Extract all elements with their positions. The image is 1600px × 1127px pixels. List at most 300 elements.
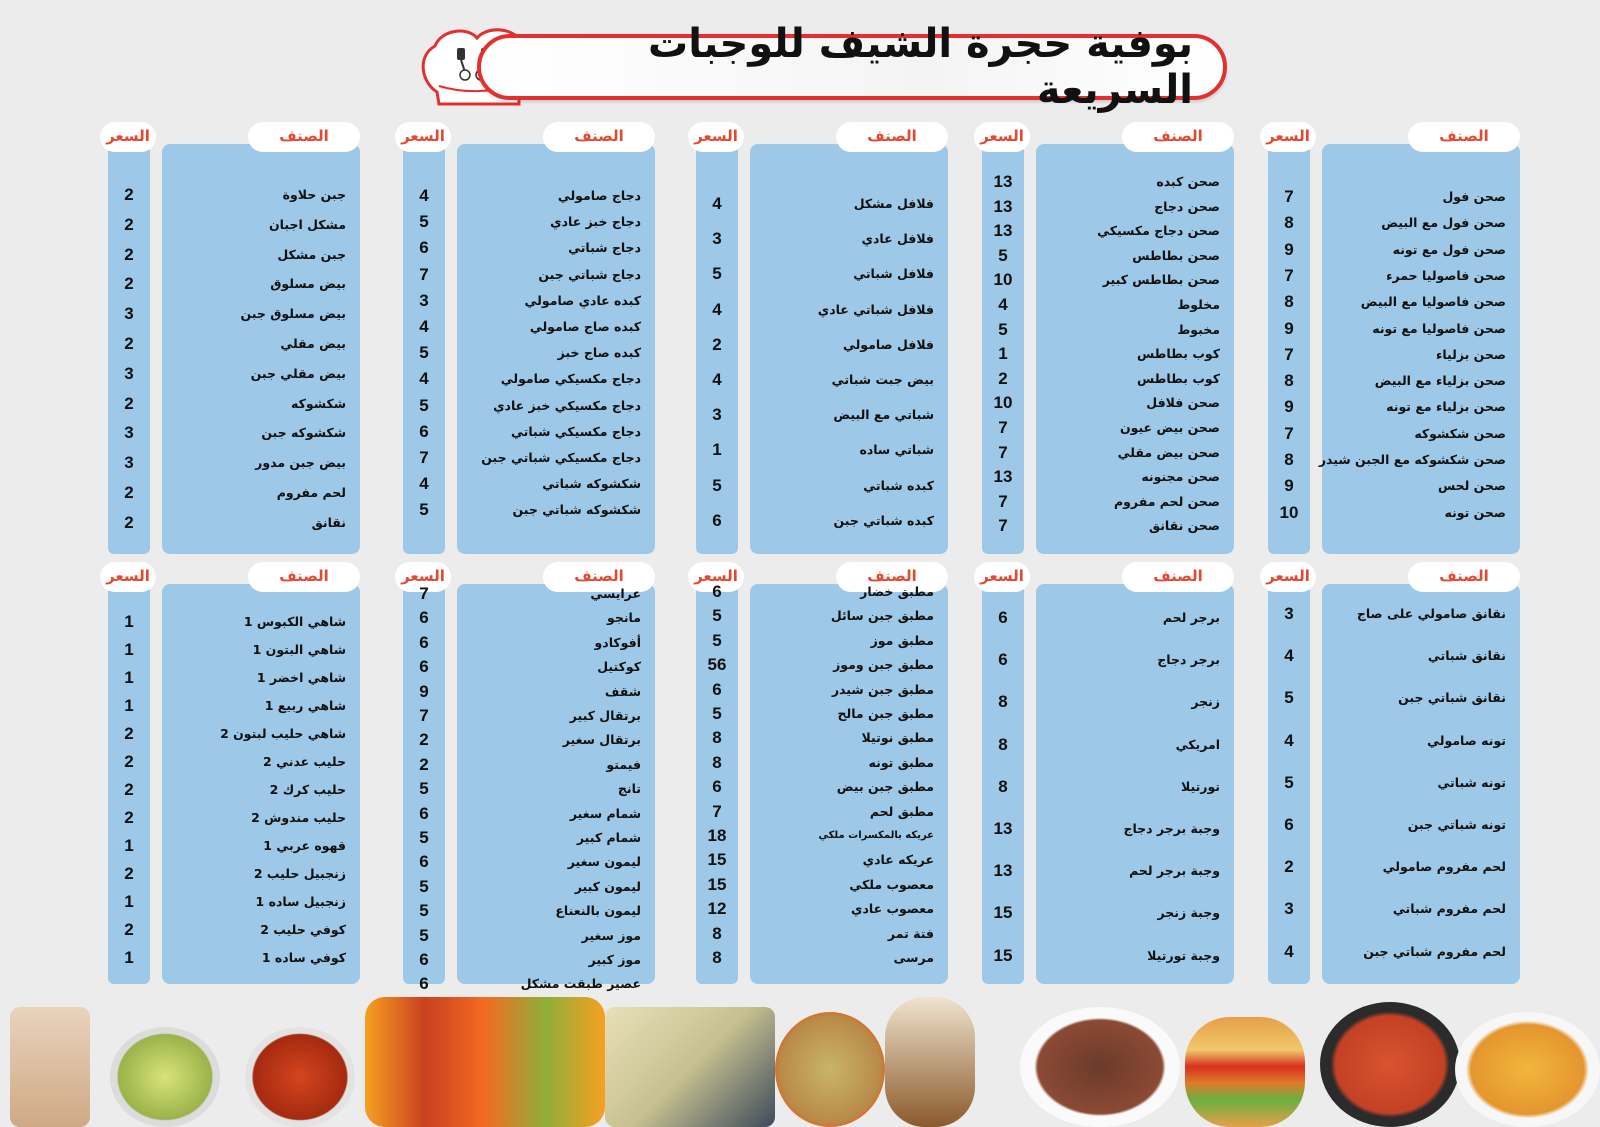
item-name: كبده صاج صامولي xyxy=(529,319,641,334)
item-name: مطبق جبن شيدر xyxy=(831,681,934,697)
menu-item-row xyxy=(108,512,360,534)
item-name: صحن بزلياء مع البيض xyxy=(1374,373,1506,389)
item-name: زنجبيل ساده 1 xyxy=(255,894,346,909)
item-name: مطبق لحم xyxy=(869,803,934,819)
item-header-label: الصنف xyxy=(836,562,948,592)
menu-item-row xyxy=(696,898,948,920)
item-name: وجبة تورتيلا xyxy=(1147,947,1220,963)
menu-item-row xyxy=(696,510,948,532)
item-name: نقانق شباتي جبن xyxy=(1398,690,1506,706)
menu-item-row xyxy=(982,691,1234,713)
item-price: 4 xyxy=(419,369,429,389)
item-price: 13 xyxy=(993,467,1013,487)
menu-item-row xyxy=(108,667,360,689)
item-name: أفوكادو xyxy=(594,634,641,650)
menu-item-row xyxy=(1268,856,1520,878)
item-name: زنجر xyxy=(1191,694,1220,710)
item-price: 6 xyxy=(419,657,429,677)
menu-item-row xyxy=(403,447,655,469)
item-price: 5 xyxy=(419,779,429,799)
item-price: 6 xyxy=(419,238,429,258)
menu-item-row xyxy=(108,303,360,325)
item-name: زنجبيل حليب 2 xyxy=(253,866,346,881)
item-name: صحن فول xyxy=(1442,189,1506,204)
item-price: 1 xyxy=(124,696,134,715)
item-price: 1 xyxy=(124,948,134,967)
red-tea-cup-image xyxy=(245,1027,355,1127)
price-header-label: السعر xyxy=(974,562,1030,592)
item-name: شكشوكه شباتي جبن xyxy=(512,502,641,518)
menu-item-row xyxy=(696,654,948,676)
menu-item-row xyxy=(108,452,360,474)
item-name: نقانق شباتي xyxy=(1427,648,1506,664)
item-price: 5 xyxy=(1284,772,1294,792)
price-header-label: السعر xyxy=(100,122,156,152)
item-price: 6 xyxy=(419,608,429,628)
menu-item-row xyxy=(696,752,948,774)
menu-item-row xyxy=(108,333,360,355)
item-price: 3 xyxy=(124,363,134,383)
menu-item-row xyxy=(696,776,948,798)
item-price: 6 xyxy=(712,777,722,797)
menu-item-row xyxy=(982,776,1234,798)
menu-item-row xyxy=(982,607,1234,629)
menu-item-row xyxy=(1268,186,1520,208)
menu-section-bottom-4 xyxy=(395,562,670,994)
item-price: 5 xyxy=(419,500,429,520)
menu-item-row xyxy=(982,368,1234,390)
item-price: 13 xyxy=(993,172,1013,191)
item-price: 7 xyxy=(998,418,1008,437)
item-name: تونه شباتي xyxy=(1437,774,1506,790)
item-price: 9 xyxy=(1284,239,1294,259)
item-price: 7 xyxy=(998,516,1008,536)
item-name: صحن فول مع تونه xyxy=(1392,241,1506,257)
item-price: 8 xyxy=(712,923,722,943)
price-header-label: السعر xyxy=(395,122,451,152)
menu-item-row xyxy=(696,581,948,603)
item-name: مانجو xyxy=(607,610,641,626)
menu-item-row xyxy=(403,211,655,233)
item-header-label: الصنف xyxy=(543,562,655,592)
item-name: صحن لحم مفروم xyxy=(1114,493,1220,509)
menu-item-row xyxy=(982,860,1234,882)
item-name: دجاج شباتي جبن xyxy=(538,266,641,282)
menu-item-row xyxy=(982,220,1234,242)
menu-item-row xyxy=(403,827,655,849)
menu-item-row xyxy=(982,269,1234,291)
menu-item-row xyxy=(403,264,655,286)
menu-item-row xyxy=(403,290,655,312)
menu-item-row xyxy=(403,949,655,971)
menu-item-row xyxy=(696,825,948,847)
menu-item-row xyxy=(403,729,655,751)
item-name: عصير طبقت مشكل xyxy=(520,976,641,992)
item-price: 2 xyxy=(124,483,134,502)
price-header-label: السعر xyxy=(688,122,744,152)
menu-item-row xyxy=(696,630,948,652)
item-price: 8 xyxy=(998,734,1008,754)
menu-item-row xyxy=(108,184,360,206)
item-name: برجر دجاج xyxy=(1157,652,1220,668)
item-name: شكشوكه xyxy=(291,395,346,411)
price-header-label: السعر xyxy=(100,562,156,592)
item-price: 5 xyxy=(419,828,429,847)
item-price: 5 xyxy=(1284,688,1294,708)
menu-item-row xyxy=(982,171,1234,193)
menu-item-row xyxy=(403,632,655,654)
item-header-label: الصنف xyxy=(1408,122,1520,152)
item-price: 3 xyxy=(712,229,722,249)
menu-item-row xyxy=(982,945,1234,967)
menu-item-row xyxy=(108,835,360,857)
item-price: 2 xyxy=(124,214,134,234)
item-price: 15 xyxy=(707,874,727,894)
item-name: فلافل شباتي عادي xyxy=(817,301,934,317)
menu-item-row xyxy=(108,919,360,941)
item-name: صحن بطاطس xyxy=(1132,247,1220,263)
item-header-label: الصنف xyxy=(248,562,360,592)
menu-item-row xyxy=(108,273,360,295)
menu-item-row xyxy=(696,299,948,321)
item-name: كوفي حليب 2 xyxy=(260,922,346,937)
menu-section-top-1 xyxy=(1260,122,1535,552)
item-name: كبده شباتي جبن xyxy=(833,512,934,528)
item-price: 7 xyxy=(712,801,722,821)
item-price: 2 xyxy=(124,724,134,743)
menu-item-row xyxy=(403,499,655,521)
grain-bowl-image xyxy=(775,1012,885,1127)
item-header-label: الصنف xyxy=(248,122,360,152)
item-name: شمام كبير xyxy=(576,830,641,845)
item-name: قهوه عربي 1 xyxy=(263,838,346,853)
item-name: صحن مجنونه xyxy=(1141,469,1220,485)
item-name: شاهي حليب لبتون 2 xyxy=(220,726,346,741)
menu-item-row xyxy=(982,818,1234,840)
meat-plate-image xyxy=(1020,1007,1180,1127)
menu-item-row xyxy=(403,681,655,703)
item-name: وجبة برجر دجاج xyxy=(1123,821,1220,836)
item-name: بيض مسلوق xyxy=(270,276,346,292)
item-name: لحم مفروم صامولي xyxy=(1382,859,1506,875)
item-price: 5 xyxy=(419,901,429,921)
item-price: 2 xyxy=(124,864,134,883)
shakshuka-pan-image xyxy=(1320,1002,1460,1127)
item-name: نقانق xyxy=(311,514,346,530)
item-price: 6 xyxy=(712,582,722,601)
item-name: شمام سغير xyxy=(569,805,641,821)
item-price: 5 xyxy=(419,925,429,945)
item-price: 2 xyxy=(419,754,429,774)
item-name: فلافل صامولي xyxy=(842,336,934,352)
item-price: 4 xyxy=(1284,941,1294,961)
menu-item-row xyxy=(108,779,360,801)
item-price: 15 xyxy=(993,945,1013,965)
item-price: 10 xyxy=(993,270,1013,290)
menu-item-row xyxy=(403,368,655,390)
item-price: 6 xyxy=(998,650,1008,670)
item-price: 6 xyxy=(712,510,722,530)
item-price: 5 xyxy=(712,264,722,284)
item-name: صحن فاصوليا مع تونه xyxy=(1372,320,1506,336)
item-name: مطبق جبن مالح xyxy=(837,706,934,721)
menu-item-row xyxy=(1268,265,1520,287)
page-title: بوفية حجرة الشيف للوجبات السريعة xyxy=(648,21,1193,113)
item-name: مطبق جبن سائل xyxy=(830,608,934,624)
menu-item-row xyxy=(982,442,1234,464)
menu-item-row xyxy=(696,679,948,701)
item-name: فلافل مشكل xyxy=(853,196,934,211)
menu-item-row xyxy=(108,639,360,661)
menu-item-row xyxy=(108,723,360,745)
item-name: كبده شباتي xyxy=(863,477,934,493)
menu-item-row xyxy=(403,656,655,678)
menu-item-row xyxy=(403,342,655,364)
item-name: شاهي ربيع 1 xyxy=(264,698,346,713)
item-price: 6 xyxy=(1284,815,1294,834)
menu-item-row xyxy=(403,900,655,922)
price-header-label: السعر xyxy=(395,562,451,592)
item-name: شكشوكه شباتي xyxy=(542,476,641,492)
item-price: 8 xyxy=(1284,213,1294,233)
menu-item-row xyxy=(108,947,360,969)
item-name: معصوب ملكي xyxy=(849,876,934,892)
item-price: 3 xyxy=(1284,604,1294,623)
item-price: 2 xyxy=(124,512,134,532)
item-name: تونه صامولي xyxy=(1427,732,1506,748)
menu-item-row xyxy=(982,734,1234,756)
item-price: 4 xyxy=(419,186,429,205)
item-price: 2 xyxy=(124,808,134,827)
menu-section-bottom-5 xyxy=(100,562,375,982)
menu-section-bottom-1 xyxy=(1260,562,1535,982)
milk-tea-cup-image xyxy=(10,1007,90,1127)
menu-item-row xyxy=(982,515,1234,537)
item-price: 1 xyxy=(712,440,722,460)
item-name: كبده عادي صامولي xyxy=(524,292,641,308)
menu-item-row xyxy=(108,244,360,266)
food-photo-strip xyxy=(0,990,1600,1127)
menu-item-row xyxy=(403,925,655,947)
item-price: 2 xyxy=(419,730,429,750)
menu-item-row xyxy=(403,473,655,495)
item-header-label: الصنف xyxy=(1122,122,1234,152)
item-price: 56 xyxy=(707,655,727,675)
item-name: بيض جبت شباتي xyxy=(831,372,934,387)
item-price: 4 xyxy=(1284,646,1294,666)
item-header-label: الصنف xyxy=(543,122,655,152)
item-header-label: الصنف xyxy=(1408,562,1520,592)
item-price: 1 xyxy=(124,612,134,631)
item-price: 13 xyxy=(993,196,1013,216)
item-name: صحن فلافل xyxy=(1146,395,1220,411)
item-price: 8 xyxy=(712,728,722,748)
item-price: 9 xyxy=(1284,318,1294,338)
item-price: 2 xyxy=(1284,857,1294,877)
fruit-juices-image xyxy=(365,997,605,1127)
menu-item-row xyxy=(403,607,655,629)
menu-item-row xyxy=(403,851,655,873)
item-name: بيض مقلي xyxy=(280,336,346,351)
item-price: 2 xyxy=(124,274,134,294)
item-price: 4 xyxy=(419,317,429,336)
item-price: 1 xyxy=(124,892,134,911)
item-price: 5 xyxy=(712,606,722,626)
item-price: 13 xyxy=(993,861,1013,881)
item-name: موز كبير xyxy=(588,952,641,967)
item-price: 7 xyxy=(998,442,1008,462)
menu-item-row xyxy=(1268,239,1520,261)
item-name: صحن كبده xyxy=(1156,174,1220,189)
item-name: بيض مسلوق جبن xyxy=(240,306,346,322)
menu-item-row xyxy=(1268,687,1520,709)
item-name: مطبق نوتيلا xyxy=(861,730,934,746)
item-name: صحن بزلياء مع تونه xyxy=(1386,399,1506,415)
item-name: نقانق صامولي على صاج xyxy=(1356,606,1506,621)
item-name: لحم مفروم xyxy=(276,485,346,500)
menu-item-row xyxy=(982,245,1234,267)
item-name: لحم مفروم شباتي xyxy=(1392,901,1506,917)
chicken-burger-image xyxy=(1185,1017,1305,1127)
item-price: 4 xyxy=(419,474,429,494)
item-price: 1 xyxy=(998,344,1008,364)
item-name: صحن بطاطس كبير xyxy=(1102,272,1220,288)
item-price: 15 xyxy=(993,903,1013,923)
menu-item-row xyxy=(1268,645,1520,667)
item-price: 6 xyxy=(712,679,722,699)
menu-item-row xyxy=(1268,603,1520,625)
item-name: عريكه عادي xyxy=(862,852,934,868)
item-name: بيض جبن مدور xyxy=(255,455,346,471)
menu-item-row xyxy=(982,196,1234,218)
item-name: دجاج مكسيكي خبز عادي xyxy=(493,397,641,413)
menu-item-row xyxy=(403,705,655,727)
item-name: جبن حلاوة xyxy=(282,187,346,202)
menu-item-row xyxy=(403,778,655,800)
menu-item-row xyxy=(403,316,655,338)
mutabbaq-image xyxy=(605,1007,775,1127)
item-name: فتة تمر xyxy=(887,925,934,941)
item-name: مطبق موز xyxy=(870,632,934,648)
item-price: 5 xyxy=(419,395,429,415)
item-name: دجاج مكسيكي صامولي xyxy=(500,371,641,387)
item-price: 8 xyxy=(712,948,722,967)
item-price: 5 xyxy=(712,630,722,650)
menu-item-row xyxy=(696,801,948,823)
scrambled-eggs-plate-image xyxy=(1455,1012,1600,1127)
item-header-label: الصنف xyxy=(1122,562,1234,592)
item-price: 2 xyxy=(124,334,134,353)
menu-item-row xyxy=(982,902,1234,924)
menu-item-row xyxy=(1268,396,1520,418)
item-price: 5 xyxy=(998,319,1008,339)
item-name: صحن دجاج مكسيكي xyxy=(1097,223,1220,239)
item-price: 8 xyxy=(1284,371,1294,391)
menu-item-row xyxy=(403,754,655,776)
item-price: 1 xyxy=(124,668,134,687)
item-name: ليمون كبير xyxy=(574,878,641,894)
item-price: 3 xyxy=(124,453,134,473)
item-name: برجر لحم xyxy=(1162,610,1220,625)
price-header-label: السعر xyxy=(1260,562,1316,592)
item-name: حليب عدني 2 xyxy=(263,754,346,769)
menu-item-row xyxy=(982,343,1234,365)
item-price: 7 xyxy=(419,706,429,725)
item-name: مطبق تونه xyxy=(868,754,934,770)
item-name: دجاج مكسيكي شباتي جبن xyxy=(481,450,641,465)
menu-item-row xyxy=(1268,814,1520,836)
item-price: 6 xyxy=(419,632,429,652)
item-name: مخلوط xyxy=(1177,297,1220,312)
menu-section-top-3 xyxy=(688,122,963,552)
item-price: 15 xyxy=(707,850,727,870)
menu-item-row xyxy=(982,392,1234,414)
menu-item-row xyxy=(403,803,655,825)
item-name: دجاج مكسيكي شباتي xyxy=(510,423,641,439)
item-name: دجاج خبز عادي xyxy=(550,214,641,230)
item-price: 2 xyxy=(124,780,134,799)
menu-item-row xyxy=(982,294,1234,316)
item-price: 6 xyxy=(419,974,429,994)
item-header-label: الصنف xyxy=(836,122,948,152)
menu-item-row xyxy=(403,185,655,207)
item-price: 8 xyxy=(1284,450,1294,469)
item-name: فيمتو xyxy=(606,756,641,772)
menu-item-row xyxy=(108,695,360,717)
item-name: صحن فاصوليا حمرء xyxy=(1386,267,1506,283)
item-name: معصوب عادي xyxy=(851,901,934,917)
item-name: صحن تونه xyxy=(1444,504,1506,520)
item-price: 2 xyxy=(124,393,134,413)
item-price: 3 xyxy=(124,304,134,324)
menu-item-row xyxy=(982,491,1234,513)
item-price: 2 xyxy=(124,920,134,939)
menu-item-row xyxy=(1268,475,1520,497)
item-price: 7 xyxy=(419,264,429,284)
menu-item-row xyxy=(1268,730,1520,752)
item-name: كوفي ساده 1 xyxy=(261,950,346,965)
item-name: فلافل عادي xyxy=(861,231,934,247)
item-price: 7 xyxy=(1284,187,1294,206)
item-price: 6 xyxy=(419,950,429,969)
menu-item-row xyxy=(982,466,1234,488)
item-name: تانج xyxy=(617,781,641,797)
menu-section-top-5 xyxy=(100,122,375,552)
item-name: برتقال كبير xyxy=(569,708,641,723)
item-price: 5 xyxy=(712,704,722,723)
menu-item-row xyxy=(108,863,360,885)
green-tea-cup-image xyxy=(110,1027,220,1127)
menu-section-top-2 xyxy=(974,122,1249,552)
item-name: ليمون بالنعناع xyxy=(555,903,641,919)
menu-item-row xyxy=(1268,898,1520,920)
item-price: 6 xyxy=(419,803,429,823)
item-price: 4 xyxy=(712,194,722,213)
menu-item-row xyxy=(108,807,360,829)
item-name: صحن فول مع البيض xyxy=(1381,215,1506,231)
menu-item-row xyxy=(403,876,655,898)
menu-item-row xyxy=(1268,370,1520,392)
item-price: 18 xyxy=(707,826,727,845)
item-name: شباتي مع البيض xyxy=(833,407,934,423)
item-name: صحن لحس xyxy=(1437,478,1506,494)
item-price: 6 xyxy=(998,608,1008,627)
falafel-wrap-image xyxy=(885,997,975,1127)
item-name: شاهي الكبوس 1 xyxy=(243,614,346,629)
item-price: 8 xyxy=(712,752,722,772)
item-price: 6 xyxy=(419,852,429,872)
item-name: ليمون سغير xyxy=(567,854,641,870)
